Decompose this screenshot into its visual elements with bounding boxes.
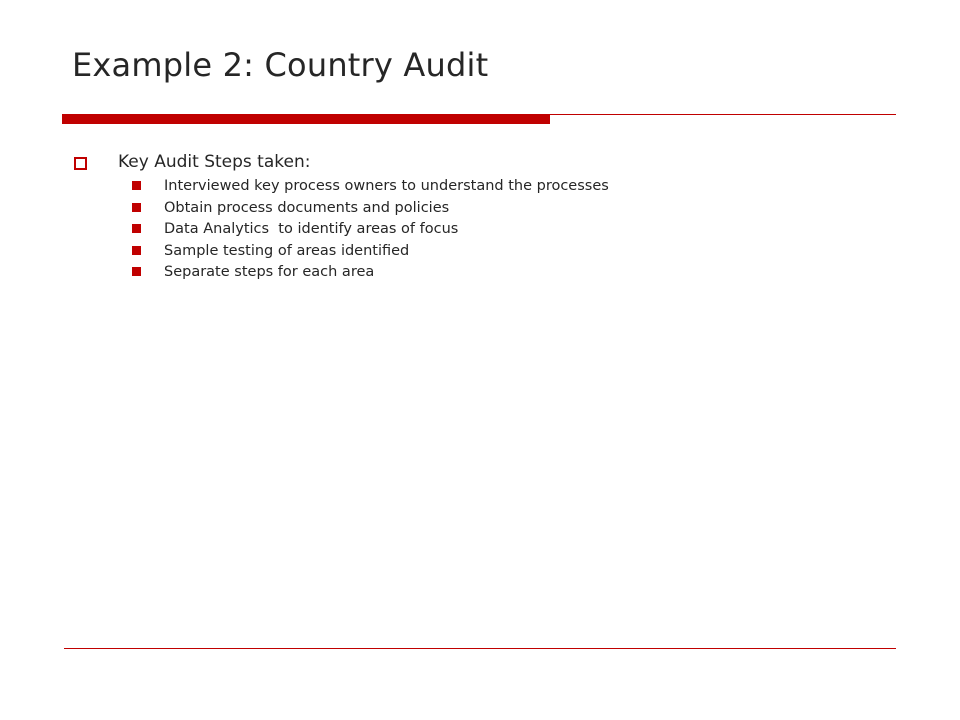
title-underline-thin [550,114,896,115]
list-item-text: Data Analytics to identify areas of focus [164,221,459,237]
list-item-text: Interviewed key process owners to understand the processes [164,178,609,194]
slide-title: Example 2: Country Audit [72,46,489,84]
list-item-text: Separate steps for each area [164,264,375,280]
filled-square-icon [132,181,141,190]
list-item [74,262,894,284]
hollow-square-icon [74,157,87,170]
title-underline-accent [62,114,550,124]
filled-square-icon [132,224,141,233]
list-item [74,241,894,263]
filled-square-icon [132,267,141,276]
bullet-heading: Key Audit Steps taken: [118,152,311,172]
list-item [74,219,894,241]
list-item-text: Sample testing of areas identified [164,242,410,259]
bullet-level-1 [74,150,894,176]
list-item [74,198,894,220]
filled-square-icon [132,203,141,212]
footer-divider [64,648,896,649]
list-item-text: Obtain process documents and policies [164,199,450,216]
slide-content [74,150,894,280]
sub-bullet-list [74,176,894,284]
list-item [74,176,894,198]
filled-square-icon [132,246,141,255]
